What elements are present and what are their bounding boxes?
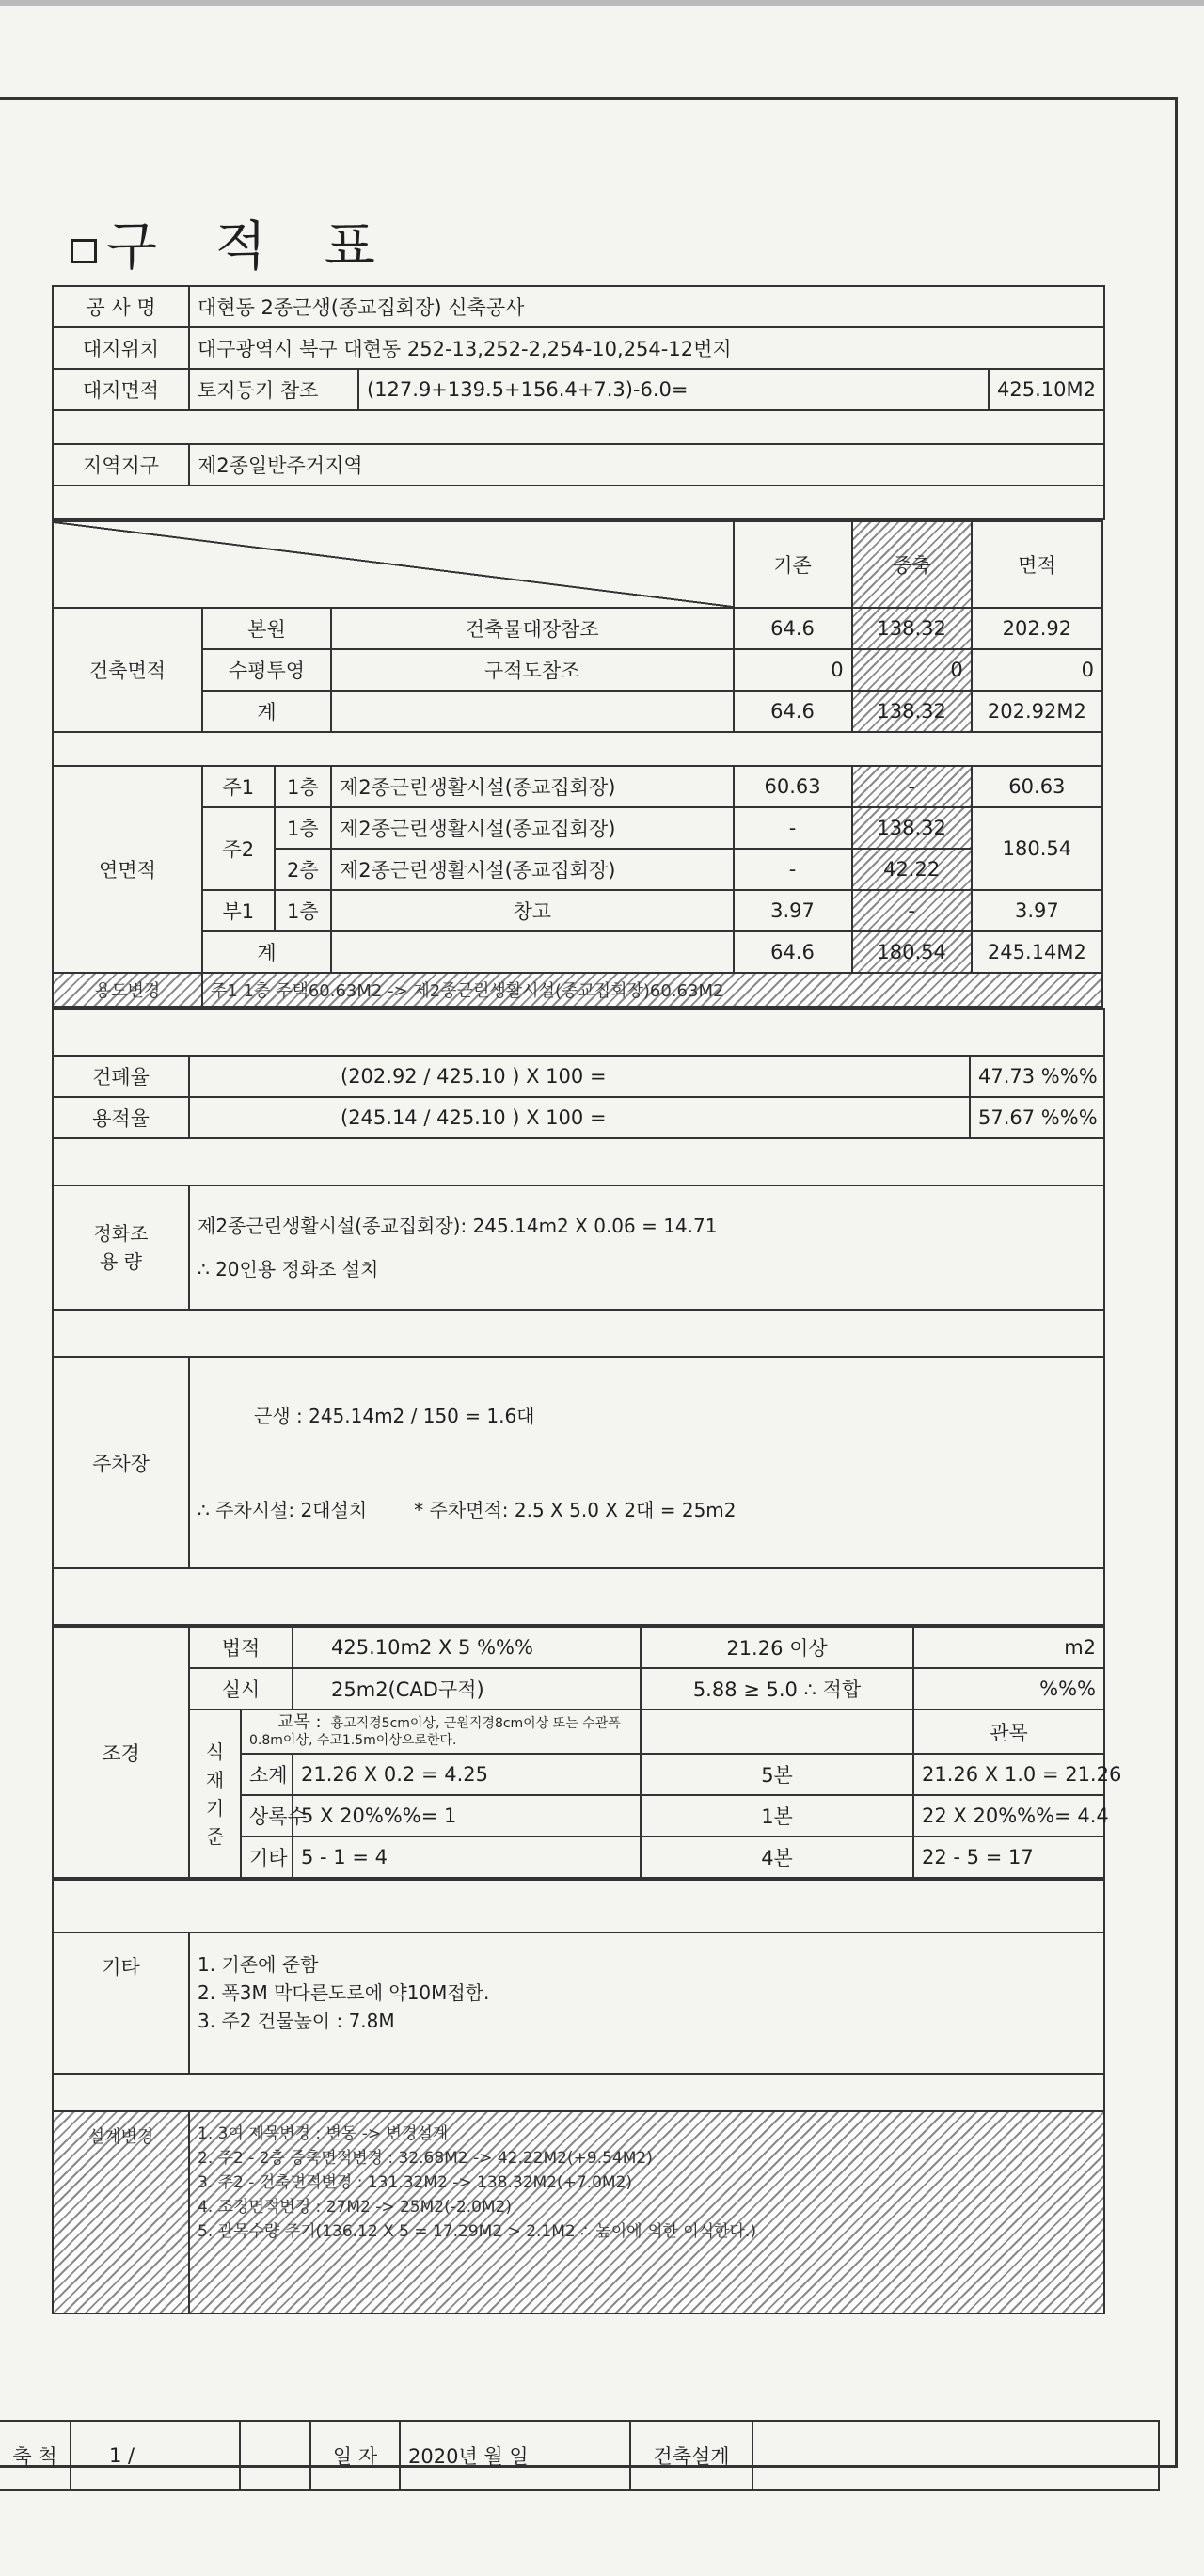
floor-label: 2층: [275, 849, 331, 890]
etc-line: 1. 기존에 준함: [198, 1953, 319, 1976]
table-row: [53, 1097, 1104, 1138]
table-row: [53, 1709, 1104, 1754]
septic-label-2: 용 량: [100, 1250, 142, 1273]
tree-count: 4본: [641, 1837, 913, 1878]
bcr-label: 건폐율: [53, 1056, 189, 1097]
area-label: 대지면적: [53, 369, 189, 410]
table-row: [53, 1357, 1104, 1568]
shrub-formula: 22 - 5 = 17: [913, 1837, 1104, 1878]
area-value: 425.10M2: [989, 369, 1104, 410]
row-base: 64.6: [734, 608, 852, 649]
tree-count: 5본: [641, 1754, 913, 1795]
use-label: 제2종근린생활시설(종교집회장): [331, 807, 734, 849]
table-row: [53, 369, 1104, 410]
row-base: 0: [734, 649, 852, 691]
title-text: 구 적 표: [106, 216, 396, 278]
table-row: [53, 327, 1104, 369]
row-add: 138.32: [852, 691, 972, 732]
table-row: [53, 807, 1102, 849]
row-area: 3.97: [972, 890, 1102, 931]
parking-label: 주차장: [53, 1357, 189, 1568]
table-row: [53, 1932, 1104, 2074]
table-row: [53, 1185, 1104, 1310]
legal-label: 법적: [189, 1627, 293, 1668]
spacer-row: [53, 732, 1102, 766]
title-block: [0, 2420, 1160, 2491]
row-add: -: [852, 890, 972, 931]
table-row: [53, 1627, 1104, 1668]
use-label: 창고: [331, 890, 734, 931]
row-base: -: [734, 849, 852, 890]
table-header-row: [53, 521, 1102, 608]
scale-label: 축 척: [0, 2421, 71, 2490]
septic-content: [189, 1185, 1104, 1310]
row-add: 0: [852, 649, 972, 691]
table-row: [53, 931, 1102, 973]
use-label: 제2종근린생활시설(종교집회장): [331, 849, 734, 890]
row-add: 138.32: [852, 807, 972, 849]
parking-content: [189, 1357, 1104, 1568]
total-label: 계: [202, 931, 331, 973]
empty-cell: [240, 2421, 310, 2490]
changes-label: 설계변경: [53, 2111, 189, 2314]
site-value: 대구광역시 북구 대현동 252-13,252-2,254-10,254-12번지: [189, 327, 1104, 369]
parking-line-1: 근생 : 245.14m2 / 150 = 1.6대: [254, 1404, 535, 1427]
table-row: [53, 444, 1104, 485]
table-row: [53, 286, 1104, 327]
project-value: 대현동 2종근생(종교집회장) 신축공사: [189, 286, 1104, 327]
design-change-row: [53, 2111, 1104, 2314]
change-use-label: 용도변경: [53, 973, 202, 1007]
row-desc: 구적도참조: [331, 649, 734, 691]
empty-cell: [331, 931, 734, 973]
zone-label: 지역지구: [53, 444, 189, 485]
ratio-table: [52, 1008, 1105, 1626]
actual-check: 5.88 ≥ 5.0 ∴ 적합: [641, 1668, 913, 1709]
top-edge: [0, 0, 1204, 6]
table-row: [53, 608, 1102, 649]
tree-formula: 5 X 20%%%= 1: [293, 1795, 641, 1837]
etc-label: 기타: [53, 1932, 189, 2074]
date-label: 일 자: [310, 2421, 400, 2490]
area-table-document: [52, 285, 1122, 2314]
total-area: 245.14M2: [972, 931, 1102, 973]
row-desc: 건축물대장참조: [331, 608, 734, 649]
change-line: 2. 주2 - 2층 증축면적변경 : 32.68M2 -> 42.22M2(+9.54M2): [198, 2149, 653, 2168]
total-base: 64.6: [734, 931, 852, 973]
spacer-row: [53, 410, 1104, 444]
legal-formula: 425.10m2 X 5 %%%: [293, 1627, 641, 1668]
row-add: -: [852, 766, 972, 807]
etc-line: 2. 폭3M 막다른도로에 약10M접함.: [198, 1981, 490, 2004]
plant-row-name: 기타: [241, 1837, 293, 1878]
building-main1: 주1: [202, 766, 275, 807]
date-value: 2020년 월 일: [400, 2421, 630, 2490]
row-base: 64.6: [734, 691, 852, 732]
spacer-row: [53, 1880, 1104, 1932]
building-main2: 주2: [202, 807, 275, 890]
empty-cell: [752, 2421, 1159, 2490]
tree-formula: 5 - 1 = 4: [293, 1837, 641, 1878]
etc-content: [189, 1932, 1104, 2074]
septic-label: [53, 1185, 189, 1310]
spacer-row: [53, 1568, 1104, 1625]
checkbox-icon: [71, 239, 97, 263]
far-value: 57.67 %%%: [970, 1097, 1104, 1138]
parking-line-2: ∴ 주차시설: 2대설치: [198, 1498, 368, 1521]
plant-label-1: 식재: [205, 1740, 225, 1791]
actual-unit: %%%: [913, 1668, 1104, 1709]
empty-cell: [641, 1709, 913, 1754]
header-base: 기존: [734, 521, 852, 608]
plant-standard-label: [189, 1709, 241, 1878]
landscape-label: 조경: [53, 1627, 189, 1878]
septic-label-1: 정화조: [93, 1222, 149, 1245]
far-label: 용적율: [53, 1097, 189, 1138]
actual-label: 실시: [189, 1668, 293, 1709]
table-row: [0, 2421, 1159, 2490]
floor-label: 1층: [275, 766, 331, 807]
floor-label: 1층: [275, 890, 331, 931]
tree-label: 교목 :: [277, 1712, 322, 1732]
spacer-row: [53, 2074, 1104, 2111]
design-label: 건축설계: [630, 2421, 752, 2490]
parking-line-3: * 주차면적: 2.5 X 5.0 X 2대 = 25m2: [414, 1498, 737, 1521]
change-line: 5. 관목수량 주기(136.12 X 5 = 17.29M2 > 2.1M2 ∴ 높이에 의한 이식한다.): [198, 2222, 756, 2241]
table-row: [53, 1056, 1104, 1097]
table-row: [53, 766, 1102, 807]
legal-unit: m2: [913, 1627, 1104, 1668]
tree-count: 1본: [641, 1795, 913, 1837]
change-line: 1. 3여 제목변경 : 변동 -> 변경설계: [198, 2124, 449, 2143]
floor-area-label: 연면적: [53, 766, 202, 973]
area-formula: (127.9+139.5+156.4+7.3)-6.0=: [358, 369, 989, 410]
row-name: 수평투영: [202, 649, 331, 691]
total-add: 180.54: [852, 931, 972, 973]
change-line: 4. 조경면적변경 : 27M2 -> 25M2(-2.0M2): [198, 2198, 513, 2217]
row-name: 계: [202, 691, 331, 732]
row-desc: [331, 691, 734, 732]
row-area: 0: [972, 649, 1102, 691]
zone-value: 제2종일반주거지역: [189, 444, 1104, 485]
septic-line-2: ∴ 20인용 정화조 설치: [198, 1258, 379, 1280]
spacer-row: [53, 1009, 1104, 1056]
site-label: 대지위치: [53, 327, 189, 369]
far-formula: (245.14 / 425.10 ) X 100 =: [189, 1097, 970, 1138]
floor-label: 1층: [275, 807, 331, 849]
tree-note: 흉고직경5cm이상, 근원직경8cm이상 또는 수관폭0.8m이상, 수고1.5m이상으로한다.: [249, 1716, 621, 1748]
septic-line-1: 제2종근린생활시설(종교집회장): 245.14m2 X 0.06 = 14.71: [198, 1215, 718, 1237]
table-row: [53, 1668, 1104, 1709]
row-base: 3.97: [734, 890, 852, 931]
shrub-formula: 21.26 X 1.0 = 21.26: [913, 1754, 1104, 1795]
row-area: 180.54: [972, 807, 1102, 890]
row-area: 60.63: [972, 766, 1102, 807]
legal-value: 21.26 이상: [641, 1627, 913, 1668]
spacer-row: [53, 1310, 1104, 1357]
row-area: 202.92: [972, 608, 1102, 649]
actual-value: 25m2(CAD구적): [293, 1668, 641, 1709]
landscape-table: [52, 1626, 1122, 1879]
tree-formula: 21.26 X 0.2 = 4.25: [293, 1754, 641, 1795]
shrub-label: 관목: [913, 1709, 1104, 1754]
table-row: [53, 890, 1102, 931]
spacer-row: [53, 485, 1104, 519]
row-add: 42.22: [852, 849, 972, 890]
bcr-formula: (202.92 / 425.10 ) X 100 =: [189, 1056, 970, 1097]
page-title: [71, 205, 396, 280]
diagonal-header-cell: [53, 521, 734, 608]
table-row: [53, 691, 1102, 732]
row-name: 본원: [202, 608, 331, 649]
bcr-value: 47.73 %%%: [970, 1056, 1104, 1097]
etc-table: [52, 1879, 1105, 2314]
change-use-row: [53, 973, 1102, 1007]
etc-line: 3. 주2 건물높이 : 7.8M: [198, 2010, 395, 2032]
use-label: 제2종근린생활시설(종교집회장): [331, 766, 734, 807]
row-add: 138.32: [852, 608, 972, 649]
row-base: -: [734, 807, 852, 849]
plant-row-name: 상록수: [241, 1795, 293, 1837]
plant-row-name: 소계: [241, 1754, 293, 1795]
scale-value: 1 /: [71, 2421, 240, 2490]
row-base: 60.63: [734, 766, 852, 807]
area-table: [52, 520, 1103, 1008]
tree-criteria: [241, 1709, 641, 1754]
header-area: 면적: [972, 521, 1102, 608]
changes-content: [189, 2111, 1104, 2314]
change-use-text: 주1 1층 주택60.63M2 -> 제2종근린생활시설(종교집회장)60.63M2: [202, 973, 1102, 1007]
building-area-label: 건축면적: [53, 608, 202, 732]
shrub-formula: 22 X 20%%%= 4.4: [913, 1795, 1104, 1837]
header-add: 증축: [852, 521, 972, 608]
plant-label-2: 기준: [205, 1796, 225, 1848]
project-label: 공 사 명: [53, 286, 189, 327]
info-table: [52, 285, 1105, 520]
row-area: 202.92M2: [972, 691, 1102, 732]
table-row: [53, 649, 1102, 691]
spacer-row: [53, 1138, 1104, 1185]
change-line: 3. 주2 - 건축면적변경 : 131.32M2 -> 138.32M2(+7.0M2): [198, 2173, 633, 2192]
area-basis: 토지등기 참조: [189, 369, 358, 410]
building-sub1: 부1: [202, 890, 275, 931]
